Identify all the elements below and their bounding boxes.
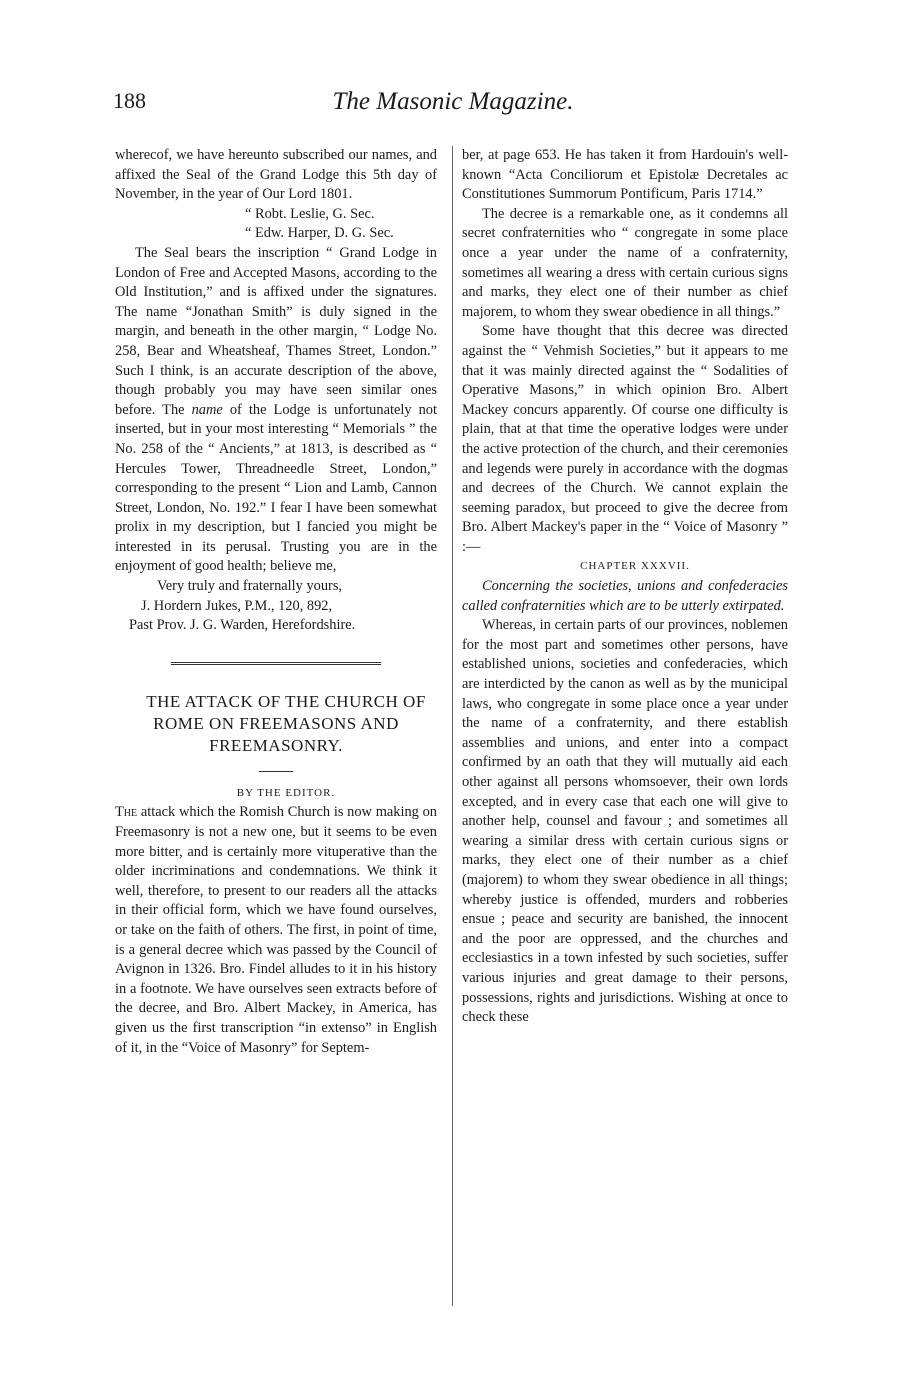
page-header (113, 88, 793, 128)
title-rule (259, 771, 293, 772)
column-divider (452, 146, 453, 1306)
seal-text-a: The Seal bears the inscription “ Grand Lodge in London of Free and Accepted Masons, according to the Old Institution,” and is affixed under the signatures. The name “Jonathan Smith” is duly signed in the margin, and beneath in the other margin, “ Lodge No. 258, Bear and Wheatsheaf, Thames Street, London.” Such I think, is an accurate description of the above, though probably you may have seen similar ones before. The (115, 244, 437, 418)
article-body-text: attack which the Romish Church is now making on Freemasonry is not a new one, but it seems to be even more bitter, and is certainly more vituperative than the older incriminations and condemnations. We think it well, therefore, to present to our readers all the attacks in their official form, which we have found ourselves, or take on the faith of others. The first, in point of time, is a general decree which was passed by the Council of Avignon in 1326. Bro. Findel alludes to it in his history in a footnote. We have ourselves seen extracts before of the decree, and Bro. Albert Mackey, in America, has given us the first transcription “in extenso” in English of it, in the “Voice of Masonry” for Septem- (115, 804, 437, 1056)
seal-description-paragraph (115, 244, 437, 577)
byline: BY THE EDITOR. (236, 786, 336, 799)
page-number: 188 (113, 88, 146, 113)
letter-signer: J. Hordern Jukes, P.M., 120, 892, (141, 597, 333, 614)
continuation-paragraph: ber, at page 653. He has taken it from Hardouin's well-known “Acta Conciliorum et Epistolæ Decretales ac Constitutiones Summorum Pontificum, Paris 1714.” (462, 147, 788, 203)
valediction: Very truly and fraternally yours, (157, 578, 343, 595)
letter-closing-paragraph: wherecof, we have hereunto subscribed our names, and affixed the Seal of the Grand Lodge this 5th day of November, in the year of Our Lord 1801. (115, 147, 437, 203)
chapter-rubric: Concerning the societies, unions and confederacies called confraternities which are to be utterly extirpated. (462, 578, 788, 614)
left-column (115, 146, 437, 1058)
chapter-heading: CHAPTER XXXVII. (580, 560, 690, 573)
signature-secretary: “ Robt. Leslie, G. Sec. (245, 205, 375, 222)
right-column (462, 146, 788, 1028)
letter-signer-title: Past Prov. J. G. Warden, Herefordshire. (129, 617, 356, 634)
section-divider (171, 662, 381, 665)
article-body-paragraph (115, 803, 437, 1058)
article-title: THE ATTACK OF THE CHURCH OF ROME ON FREEMASONS AND FREEMASONRY. (146, 691, 426, 755)
decree-paragraph: The decree is a remarkable one, as it condemns all secret confraternities who “ congregate in some place once a year under the name of a confraternity, sometimes all wearing a dress with certain curious signs and marks, they elect one of their number as chief majorem, to whom they swear obedience in all things.” (462, 205, 788, 320)
seal-text-b: of the Lodge is unfortunately not inserted, but in your most interesting “ Memorials ” the No. 258 of the “ Ancients,” at 1813, is described as “ Hercules Tower, Threadneedle Street, London,” corresponding to the present “ Lion and Lamb, Cannon Street, London, No. 192.” I fear I have been somewhat prolix in my description, but I fancied you might be interested in its perusal. Trusting you are in the enjoyment of good health; believe me, (115, 401, 437, 575)
emphasis-name: name (191, 401, 223, 418)
opinion-paragraph: Some have thought that this decree was directed against the “ Vehmish Societies,” but it appears to me that it was mainly directed against the “ Sodalities of Operative Masons,” in which opinion Bro. Albert Mackey concurs apparently. Of course one difficulty is plain, that at that time the operative lodges were under the active protection of the church, and their ceremonies and legends were purely in accordance with the dogmas and decrees of the Church. We cannot explain the seeming paradox, but proceed to give the decree from Bro. Albert Mackey's paper in the “ Voice of Masonry ” :— (462, 323, 788, 555)
signature-deputy-secretary: “ Edw. Harper, D. G. Sec. (245, 225, 394, 242)
running-title: The Masonic Magazine. (332, 88, 574, 115)
decree-text-paragraph: Whereas, in certain parts of our provinces, noblemen for the most part and sometimes other persons, have established unions, societies and confederacies, which are interdicted by the canon as well as by the municipal laws, who congregate in some place once a year under the name of a confraternity, and there establish assemblies and unions, and enter into a compact confirmed by an oath that they will mutually aid each other against all persons whomsoever, their own lords excepted, and in every case that each one will give to another help, counsel and favour ; and sometimes all wearing a similar dress with certain curious signs or marks, they elect one of their number as a chief (majorem) to whom they swear obedience in all things; whereby justice is offended, murders and robberies ensue ; peace and security are banished, the innocent and the poor are oppressed, and the churches and ecclesiastics in a town infested by such societies, suffer various injuries and great damage to their persons, possessions, rights and jurisdictions. Wishing at once to check these (462, 617, 788, 1026)
lead-word: The (115, 804, 138, 821)
